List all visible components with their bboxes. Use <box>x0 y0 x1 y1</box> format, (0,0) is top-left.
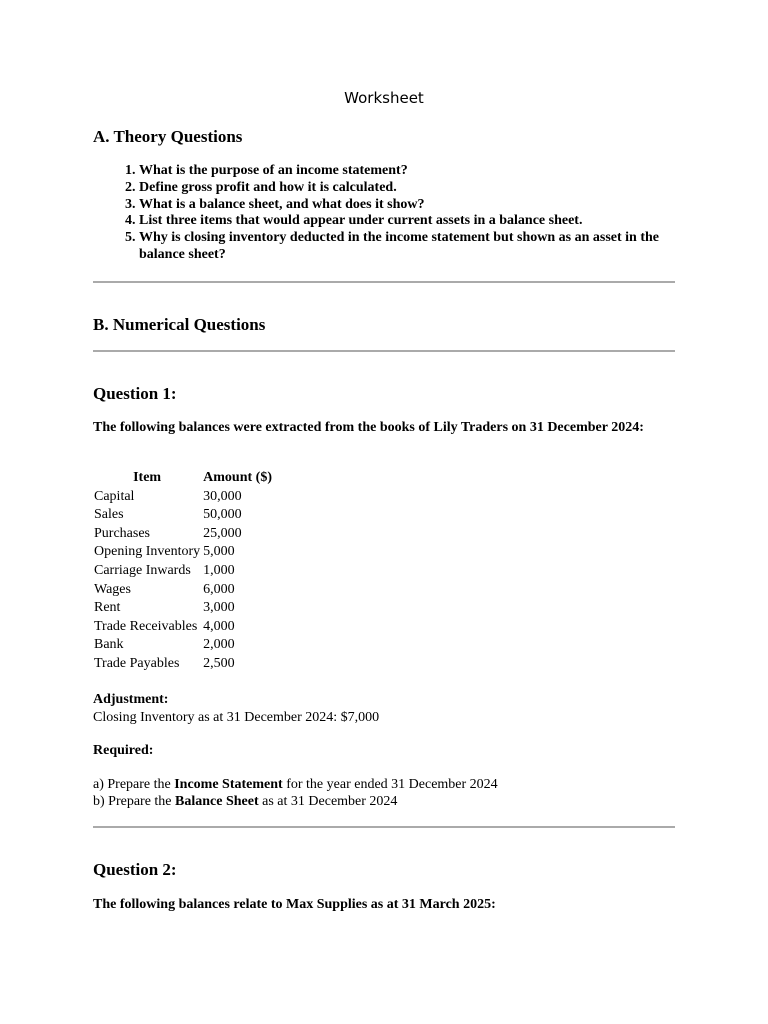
amount-cell: 2,000 <box>203 637 235 653</box>
amount-cell: 30,000 <box>203 488 242 504</box>
item-cell: Rent <box>94 600 121 616</box>
amount-cell: 50,000 <box>203 507 242 523</box>
table-row <box>93 618 273 637</box>
question-2-heading: Question 2: <box>93 860 177 879</box>
item-cell: Opening Inventory <box>94 544 201 560</box>
table-row <box>93 636 273 655</box>
table-row <box>93 543 273 562</box>
section-divider <box>93 281 675 283</box>
required-item-b <box>93 793 675 810</box>
balances-table <box>93 469 273 674</box>
item-cell: Trade Payables <box>94 655 180 671</box>
amount-cell: 2,500 <box>203 655 235 671</box>
table-row <box>93 581 273 600</box>
item-cell: Capital <box>94 488 135 504</box>
table-row <box>93 488 273 507</box>
adjustment-label: Adjustment: <box>93 692 169 707</box>
theory-question: 4. List three items that would appear under current assets in a balance sheet. <box>139 213 675 230</box>
theory-question: 2. Define gross profit and how it is calculated. <box>139 180 675 197</box>
item-cell: Trade Receivables <box>94 618 198 634</box>
section-divider <box>93 350 675 352</box>
required-a-prefix: a) Prepare the <box>93 777 175 792</box>
question-2-intro: The following balances relate to Max Supplies as at 31 March 2025: <box>93 897 496 912</box>
required-a-emphasis: Income Statement <box>174 777 283 792</box>
required-b-prefix: b) Prepare the <box>93 794 176 809</box>
amount-cell: 3,000 <box>203 600 235 616</box>
item-column-header: Item <box>133 470 162 486</box>
section-b-heading: B. Numerical Questions <box>93 315 266 334</box>
theory-question: 3. What is a balance sheet, and what does it show? <box>139 197 675 214</box>
table-header-row <box>93 469 273 488</box>
question-1-heading: Question 1: <box>93 384 177 403</box>
table-row <box>93 599 273 618</box>
required-b-emphasis: Balance Sheet <box>175 794 259 809</box>
amount-cell: 1,000 <box>203 562 235 578</box>
section-a-heading: A. Theory Questions <box>93 127 243 146</box>
required-a-suffix: for the year ended 31 December 2024 <box>282 777 498 792</box>
item-cell: Carriage Inwards <box>94 562 191 578</box>
section-divider <box>93 826 675 828</box>
adjustment-text: Closing Inventory as at 31 December 2024: $7,000 <box>93 710 380 725</box>
required-b-suffix: as at 31 December 2024 <box>258 794 398 809</box>
theory-question: 5. Why is closing inventory deducted in the income statement but shown as an asset in the balance sheet? <box>139 230 675 264</box>
table-row <box>93 562 273 581</box>
amount-column-header: Amount ($) <box>203 470 272 486</box>
item-cell: Wages <box>94 581 131 597</box>
amount-cell: 5,000 <box>203 544 235 560</box>
table-row <box>93 525 273 544</box>
theory-question: 1. What is the purpose of an income statement? <box>139 163 675 180</box>
amount-cell: 25,000 <box>203 525 242 541</box>
item-cell: Purchases <box>94 525 150 541</box>
document-title: Worksheet <box>344 89 424 107</box>
item-cell: Bank <box>94 637 124 653</box>
theory-questions-list <box>93 163 675 264</box>
required-label: Required: <box>93 743 154 758</box>
table-row <box>93 655 273 674</box>
amount-cell: 4,000 <box>203 618 235 634</box>
item-cell: Sales <box>94 507 124 523</box>
table-row <box>93 506 273 525</box>
question-1-intro: The following balances were extracted from the books of Lily Traders on 31 December 2024: <box>93 420 644 435</box>
required-item-a <box>93 776 675 793</box>
amount-cell: 6,000 <box>203 581 235 597</box>
